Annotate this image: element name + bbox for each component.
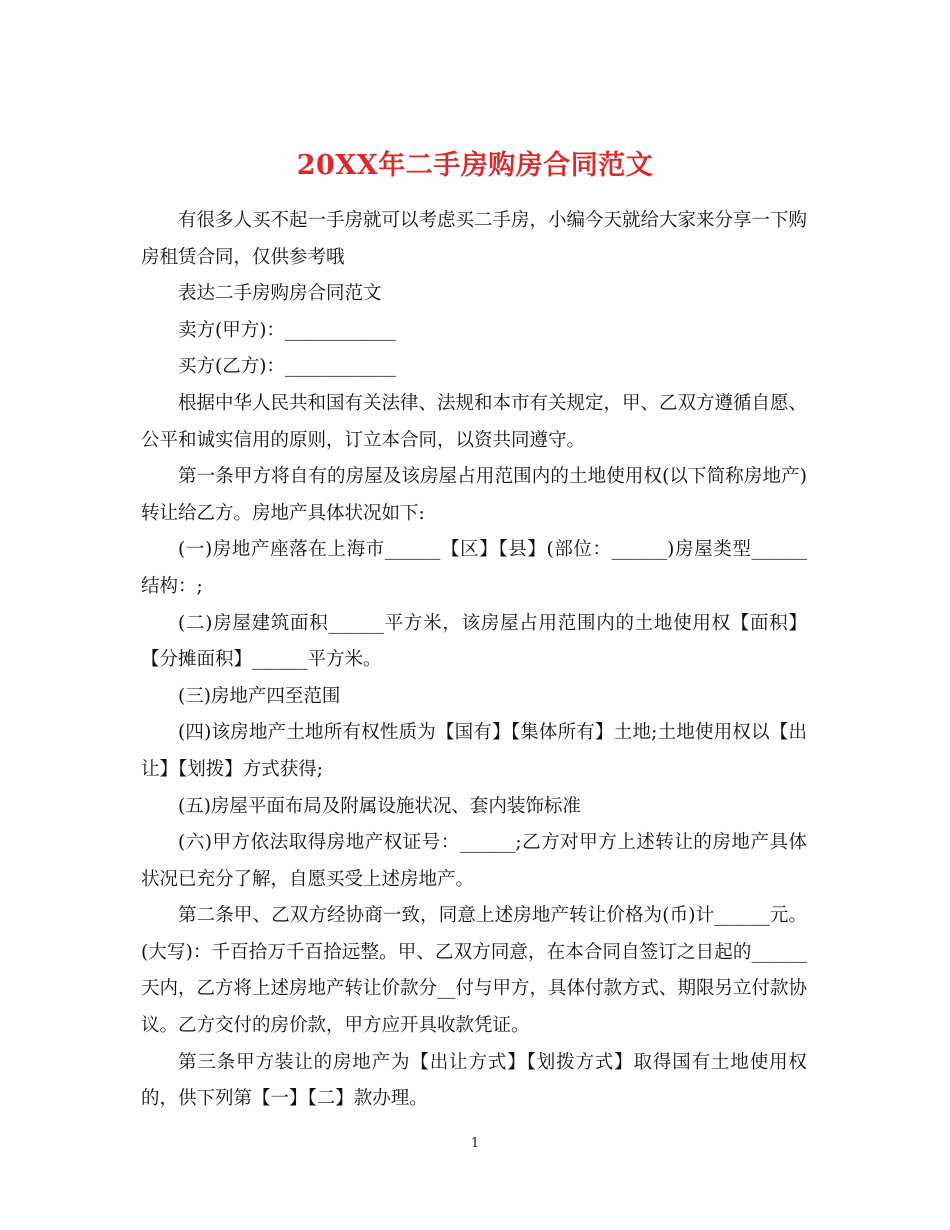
article-one-item-2: (二)房屋建筑面积______平方米，该房屋占用范围内的土地使用权【面积】【分摊面积】______平方米。 [141, 612, 807, 671]
article-two: 第二条甲、乙双方经协商一致，同意上述房地产转让价格为(币)计______元。(大写)：千百拾万千百拾远整。甲、乙双方同意，在本合同自签订之日起的______天内，乙方将上述房地产转让价款分__付与甲方，具体付款方式、期限另立付款协议。乙方交付的房价款，甲方应开具收款凭证。 [141, 905, 808, 1037]
article-one-item-5: (五)房屋平面布局及附属设施状况、套内装饰标准 [178, 795, 581, 817]
seller-line: 卖方(甲方)：____________ [178, 319, 396, 341]
page-number: 1 [470, 1136, 480, 1151]
article-one-item-1: (一)房地产座落在上海市______【区】【县】(部位：______)房屋类型______结构：; [141, 539, 807, 597]
article-one-item-3: (三)房地产四至范围 [178, 685, 341, 707]
document-title: 20XX年二手房购房合同范文 [296, 150, 654, 182]
buyer-line: 买方(乙方)：____________ [178, 356, 396, 378]
article-three: 第三条甲方装让的房地产为【出让方式】【划拨方式】取得国有土地使用权的，供下列第【一】【二】款办理。 [141, 1051, 807, 1110]
preamble-paragraph: 根据中华人民共和国有关法律、法规和本市有关规定，甲、乙双方遵循自愿、公平和诚实信用的原则，订立本合同，以资共同遵守。 [141, 392, 808, 451]
document-body [141, 203, 807, 1118]
section-heading: 表达二手房购房合同范文 [178, 283, 382, 305]
article-one: 第一条甲方将自有的房屋及该房屋占用范围内的土地使用权(以下简称房地产)转让给乙方。房地产具体状况如下: [141, 466, 807, 524]
intro-paragraph: 有很多人买不起一手房就可以考虑买二手房，小编今天就给大家来分享一下购房租赁合同，仅供参考哦 [141, 210, 808, 268]
article-one-item-4: (四)该房地产土地所有权性质为【国有】【集体所有】土地;土地使用权以【出让】【划拨】方式获得; [141, 722, 807, 780]
article-one-item-6: (六)甲方依法取得房地产权证号：______;乙方对甲方上述转让的房地产具体状况已充分了解，自愿买受上述房地产。 [141, 832, 807, 890]
